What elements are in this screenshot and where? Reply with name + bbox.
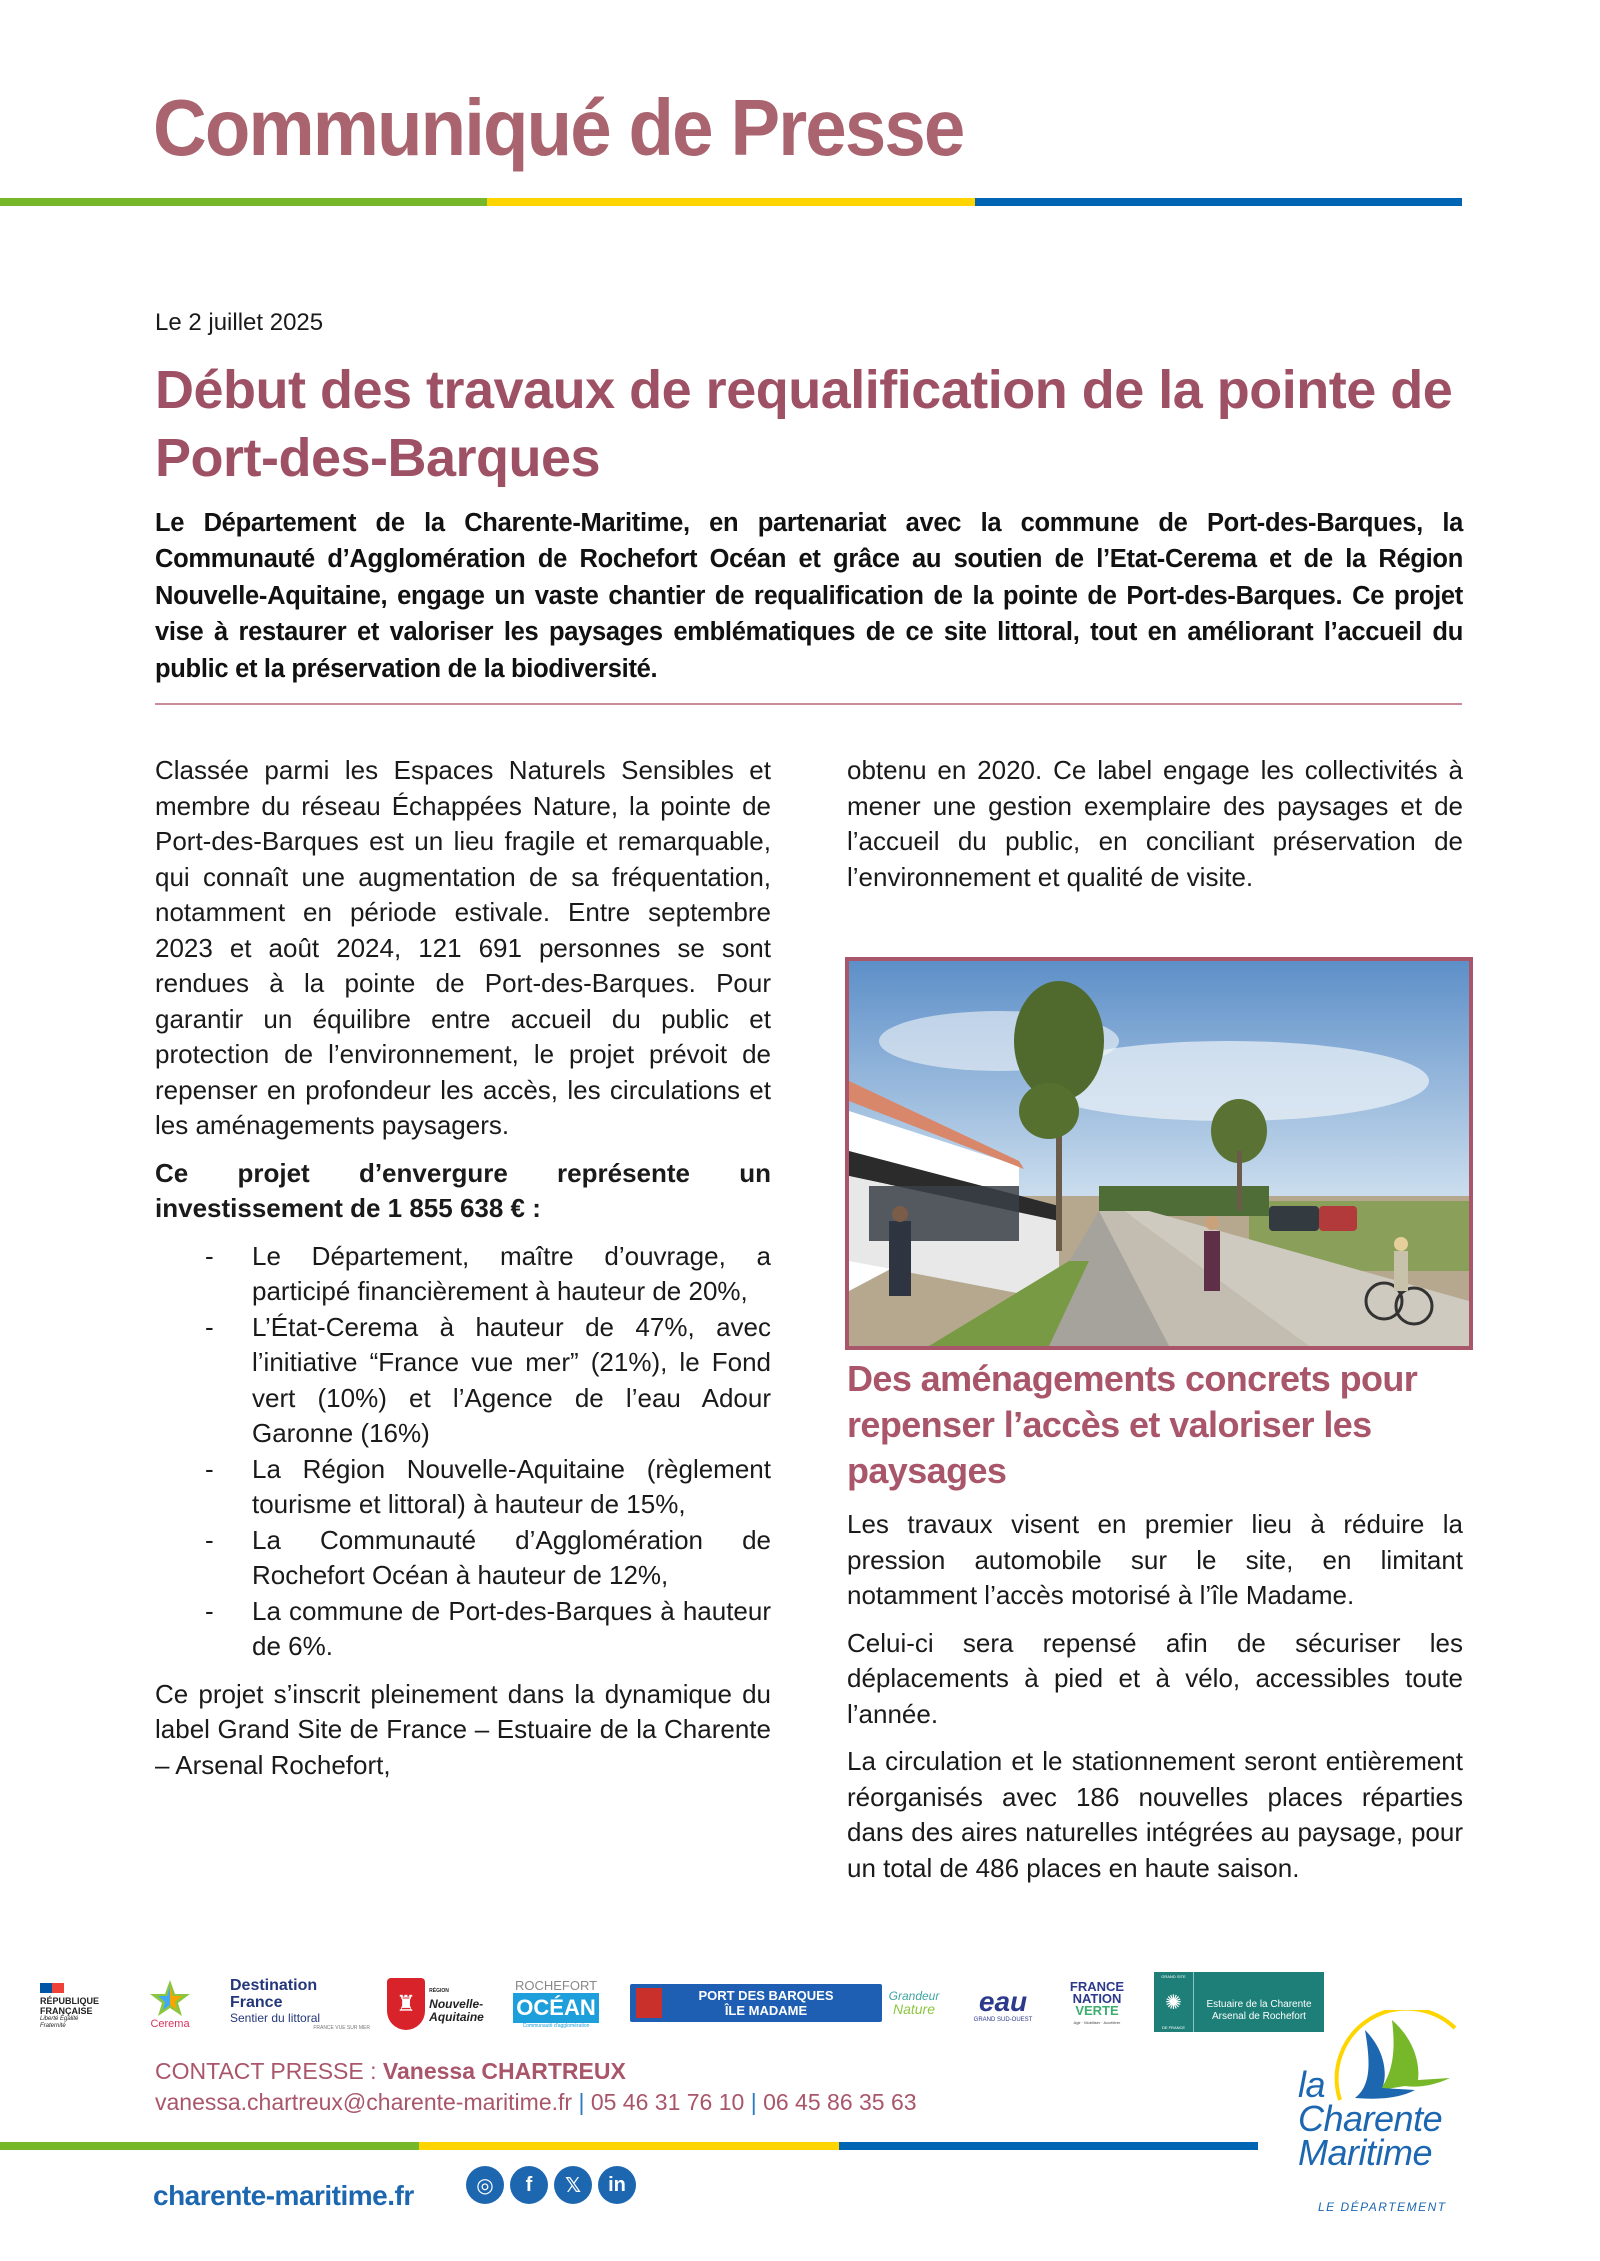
tricolor-divider-top	[0, 198, 1462, 206]
coat-of-arms-icon	[636, 1988, 662, 2018]
funder-item: - L’État-Cerema à hauteur de 47%, avec l’initiative “France vue mer” (21%), le Fond vert (10%) et l’Agence de l’eau Adour Garonne (16%)	[205, 1311, 771, 1448]
logo-destination-france: Destination France Sentier du littoral FRANCE VUE SUR MER	[230, 1977, 370, 2031]
lion-shield-icon: ♜	[387, 1978, 425, 2030]
separator: |	[572, 2089, 591, 2115]
divider-blue	[975, 198, 1462, 206]
logo-rochefort-ocean: ROCHEFORT OCÉAN Communauté d'agglomération	[514, 1978, 598, 2029]
funders-list	[155, 1239, 771, 1665]
divider-green	[0, 2142, 419, 2150]
right-column-bottom	[847, 1507, 1463, 1898]
instagram-icon[interactable]: ◎	[466, 2166, 504, 2204]
brand-line-charente: Charente	[1298, 2098, 1443, 2139]
logo-france-nation-verte: FRANCE NATION VERTE Agir · Mobiliser · Accélérer	[1069, 1979, 1125, 2025]
logo-grandeur-nature: Grandeur Nature	[888, 1989, 940, 2017]
investment-paragraph: Ce projet d’envergure représente un investissement de 1 855 638 € :	[155, 1157, 771, 1223]
tricolor-divider-bottom	[0, 2142, 1258, 2150]
funder-item: - La Communauté d’Agglomération de Rochefort Océan à hauteur de 12%,	[205, 1524, 771, 1590]
intro-paragraph: Classée parmi les Espaces Naturels Sensibles et membre du réseau Échappées Nature, la pointe de Port-des-Barques est un lieu fragile et remarquable, qui connaît une augmentation de sa fréquentation, notamment en période estivale. Entre septembre 2023 et août 2024, 121 691 personnes se sont rendues à la pointe de Port-des-Barques. Pour garantir un équilibre entre accueil du public et protection de l’environnement, le projet prévoit de repenser en profondeur les accès, les circulations et les aménagements paysagers.	[155, 755, 771, 1140]
label-paragraph: Ce projet s’inscrit pleinement dans la dynamique du label Grand Site de France – Estuaire de la Charente – Arsenal Rochefort,	[155, 1678, 771, 1780]
divider-green	[0, 198, 487, 206]
x-twitter-icon[interactable]: 𝕏	[554, 2166, 592, 2204]
linkedin-icon[interactable]: in	[598, 2166, 636, 2204]
logo-grand-site-estuaire-charente: GRAND SITE ✺ DE FRANCE Estuaire de la Charente Arsenal de Rochefort	[1154, 1972, 1324, 2032]
website-link[interactable]: charente-maritime.fr	[153, 2180, 414, 2211]
partner-logos-strip	[40, 1972, 1340, 2042]
brand-line-la: la	[1298, 2064, 1326, 2105]
logo-region-nouvelle-aquitaine: ♜ RÉGION Nouvelle- Aquitaine	[378, 1972, 493, 2036]
contact-phone-mobile[interactable]: 06 45 86 35 63	[763, 2089, 917, 2115]
funder-item: - La commune de Port-des-Barques à hauteur de 6%.	[205, 1595, 771, 1661]
mobility-paragraph: Celui-ci sera repensé afin de sécuriser les déplacements à pied et à vélo, accessibles toute l’année.	[847, 1627, 1463, 1729]
left-column	[155, 753, 771, 1795]
contact-email-link[interactable]: vanessa.chartreux@charente-maritime.fr	[155, 2089, 573, 2115]
divider-yellow	[487, 198, 975, 206]
facebook-icon[interactable]: f	[510, 2166, 548, 2204]
cerema-star-icon	[148, 1978, 192, 2018]
charente-maritime-department-logo	[1290, 2010, 1480, 2240]
funder-item: - La Région Nouvelle-Aquitaine (règlement tourisme et littoral) à hauteur de 15%,	[205, 1453, 771, 1519]
social-links	[466, 2166, 636, 2204]
lead-paragraph: Le Département de la Charente-Maritime, en partenariat avec la commune de Port-des-Barques, la Communauté d’Agglomération de Rochefort Océan et grâce au soutien de l’Etat-Cerema et de la Région Nouvelle-Aquitaine, engage un vaste chantier de requalification de la pointe de Port-des-Barques. Ce projet vise à restaurer et valoriser les paysages emblématiques de ce site littoral, tout en améliorant l’accueil du public et la préservation de la biodiversité.	[155, 509, 1463, 683]
publication-date: Le 2 juillet 2025	[155, 309, 324, 336]
press-contact-details	[155, 2089, 917, 2116]
section-rule	[155, 703, 1462, 705]
separator: |	[744, 2089, 764, 2115]
logo-eau-grand-sud-ouest: eau GRAND SUD-OUEST	[973, 1986, 1033, 2023]
tricolor-flag-icon	[40, 1983, 64, 1993]
logo-republique-francaise: RÉPUBLIQUE FRANÇAISE Liberté Égalité Fraternité	[40, 1976, 112, 2036]
right-column-top	[847, 753, 1463, 907]
parking-paragraph: La circulation et le stationnement seront entièrement réorganisés avec 186 nouvelles places réparties dans des aires naturelles intégrées au paysage, pour un total de 486 places en haute saison.	[847, 1746, 1463, 1883]
press-contact-label: CONTACT PRESSE :	[155, 2058, 383, 2084]
section-heading: Des aménagements concrets pour repenser l’accès et valoriser les paysages	[847, 1358, 1418, 1491]
project-illustration-photo	[845, 957, 1473, 1350]
logo-cerema: Cerema	[140, 1972, 200, 2036]
logo-port-des-barques: PORT DES BARQUES ÎLE MADAME	[630, 1984, 882, 2022]
press-contact-name: Vanessa CHARTREUX	[382, 2058, 626, 2084]
label-continued-paragraph: obtenu en 2020. Ce label engage les collectivités à mener une gestion exemplaire des paysages et de l’accueil du public, en conciliant préservation de l’environnement et qualité de visite.	[847, 755, 1463, 892]
grand-site-flower-icon: ✺	[1165, 1991, 1182, 2014]
contact-phone-office[interactable]: 05 46 31 76 10	[590, 2089, 745, 2115]
document-type-title: Communiqué de Presse	[153, 83, 964, 172]
brand-tagline: LE DÉPARTEMENT	[1318, 2200, 1447, 2214]
divider-yellow	[419, 2142, 839, 2150]
press-contact-line	[155, 2058, 626, 2085]
divider-blue	[839, 2142, 1258, 2150]
article-headline: Début des travaux de requalification de la pointe de Port-des-Barques	[155, 360, 1453, 488]
works-paragraph: Les travaux visent en premier lieu à réduire la pression automobile sur le site, en limitant notamment l’accès motorisé à l’île Madame.	[847, 1509, 1463, 1610]
funder-item: - Le Département, maître d’ouvrage, a participé financièrement à hauteur de 20%,	[205, 1240, 771, 1306]
brand-line-maritime: Maritime	[1298, 2132, 1433, 2173]
